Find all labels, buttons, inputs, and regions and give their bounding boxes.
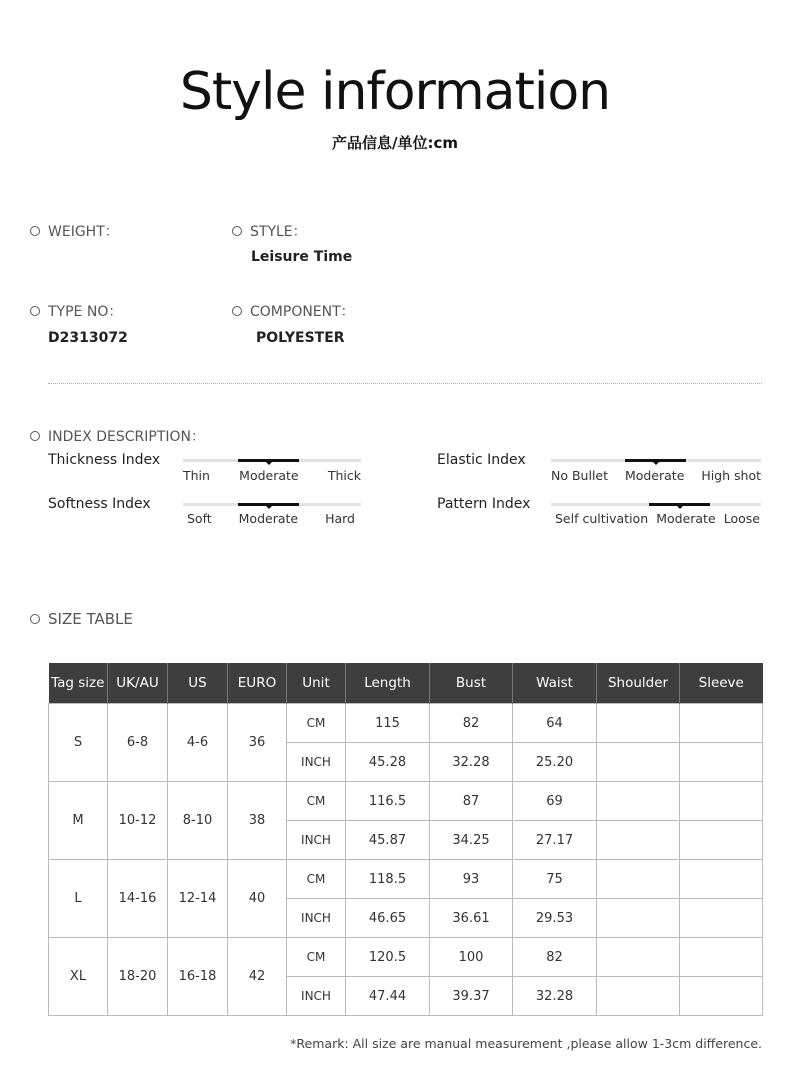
cell-us: 8-10 [168,782,228,860]
header-sleeve: Sleeve [680,663,763,704]
cell-euro: 36 [228,704,287,782]
cell-us: 16-18 [168,938,228,1016]
cell-euro: 38 [228,782,287,860]
cell-tag: M [49,782,108,860]
cell-unit: CM [287,938,346,977]
size-table-label [30,610,133,628]
cell-bust: 34.25 [430,821,513,860]
header-us: US [168,663,228,704]
cell-unit: CM [287,860,346,899]
cell-sleeve [680,977,763,1016]
index-name-elastic: Elastic Index [437,452,526,468]
index-bar-thickness [183,459,361,462]
cell-shoulder [597,704,680,743]
cell-unit: INCH [287,899,346,938]
type-no-value: D2313072 [48,330,128,346]
circle-bullet-icon [30,226,40,236]
index-bar-elastic [551,459,761,462]
index-option: Moderate [624,468,685,483]
cell-length: 45.28 [346,743,430,782]
table-row [49,938,763,977]
header-unit: Unit [287,663,346,704]
cell-unit: INCH [287,821,346,860]
index-option: Soft [187,511,212,526]
cell-bust: 32.28 [430,743,513,782]
cell-waist: 69 [513,782,597,821]
header-waist: Waist [513,663,597,704]
index-option: Moderate [238,511,299,526]
index-options-thickness [183,468,361,483]
cell-waist: 82 [513,938,597,977]
cell-shoulder [597,938,680,977]
index-name-softness: Softness Index [48,496,151,512]
cell-tag: L [49,860,108,938]
index-option: Moderate [239,468,299,483]
cell-waist: 29.53 [513,899,597,938]
table-row [49,860,763,899]
cell-length: 115 [346,704,430,743]
size-table [48,663,763,1016]
cell-shoulder [597,782,680,821]
circle-bullet-icon [30,614,40,624]
cell-uk: 10-12 [108,782,168,860]
divider [48,383,762,384]
index-option: Self cultivation [555,511,649,526]
component-value: POLYESTER [256,330,345,346]
header-shoulder: Shoulder [597,663,680,704]
cell-uk: 18-20 [108,938,168,1016]
weight-label-text: WEIGHT： [48,224,119,240]
index-marker [238,503,299,506]
cell-bust: 39.37 [430,977,513,1016]
style-value: Leisure Time [251,249,353,265]
type-no-label [30,301,122,321]
cell-sleeve [680,860,763,899]
header-tag-size: Tag size [49,663,108,704]
cell-sleeve [680,782,763,821]
size-table-label-text: SIZE TABLE [48,610,133,628]
cell-unit: INCH [287,743,346,782]
cell-shoulder [597,899,680,938]
index-option: Thick [327,468,361,483]
remark-note: *Remark: All size are manual measurement ,please allow 1-3cm difference. [290,1036,762,1051]
cell-uk: 14-16 [108,860,168,938]
cell-length: 116.5 [346,782,430,821]
cell-bust: 100 [430,938,513,977]
type-no-label-text: TYPE NO： [48,304,123,320]
index-option: No Bullet [551,468,609,483]
circle-bullet-icon [30,306,40,316]
index-option: Loose [723,511,760,526]
index-options-elastic [551,468,761,483]
cell-sleeve [680,743,763,782]
cell-sleeve [680,899,763,938]
header-uk-au: UK/AU [108,663,168,704]
cell-waist: 64 [513,704,597,743]
component-label-text: COMPONENT： [250,304,355,320]
cell-bust: 82 [430,704,513,743]
style-label [232,221,307,241]
cell-sleeve [680,704,763,743]
index-name-pattern: Pattern Index [437,496,531,512]
circle-bullet-icon [232,226,242,236]
cell-euro: 42 [228,938,287,1016]
cell-shoulder [597,743,680,782]
index-description-label-text: INDEX DESCRIPTION： [48,429,206,445]
index-option: Hard [325,511,355,526]
style-label-text: STYLE： [250,224,307,240]
table-row [49,782,763,821]
component-label [232,301,355,321]
cell-length: 118.5 [346,860,430,899]
header-length: Length [346,663,430,704]
cell-waist: 27.17 [513,821,597,860]
table-header-row [49,663,763,704]
cell-us: 4-6 [168,704,228,782]
cell-shoulder [597,821,680,860]
cell-us: 12-14 [168,860,228,938]
cell-tag: XL [49,938,108,1016]
cell-length: 45.87 [346,821,430,860]
cell-bust: 93 [430,860,513,899]
index-marker [238,459,299,462]
cell-bust: 87 [430,782,513,821]
cell-waist: 75 [513,860,597,899]
index-bar-softness [183,503,361,506]
cell-shoulder [597,977,680,1016]
table-row [49,704,763,743]
page-title: Style information [179,62,611,122]
cell-length: 120.5 [346,938,430,977]
cell-length: 46.65 [346,899,430,938]
index-option: Moderate [656,511,716,526]
index-option: High shot [701,468,761,483]
cell-sleeve [680,938,763,977]
index-description-label [30,426,205,446]
cell-waist: 25.20 [513,743,597,782]
header-bust: Bust [430,663,513,704]
header-euro: EURO [228,663,287,704]
page-subtitle: 产品信息/单位:cm [332,134,458,152]
index-name-thickness: Thickness Index [48,452,161,468]
cell-unit: CM [287,704,346,743]
cell-bust: 36.61 [430,899,513,938]
index-marker [649,503,710,506]
index-bar-pattern [551,503,761,506]
cell-waist: 32.28 [513,977,597,1016]
index-options-pattern [555,511,760,526]
index-option: Thin [183,468,210,483]
cell-sleeve [680,821,763,860]
cell-tag: S [49,704,108,782]
index-options-softness [187,511,355,526]
weight-label [30,221,119,241]
cell-euro: 40 [228,860,287,938]
circle-bullet-icon [232,306,242,316]
cell-shoulder [597,860,680,899]
index-marker [625,459,686,462]
circle-bullet-icon [30,431,40,441]
cell-unit: CM [287,782,346,821]
cell-length: 47.44 [346,977,430,1016]
cell-uk: 6-8 [108,704,168,782]
cell-unit: INCH [287,977,346,1016]
